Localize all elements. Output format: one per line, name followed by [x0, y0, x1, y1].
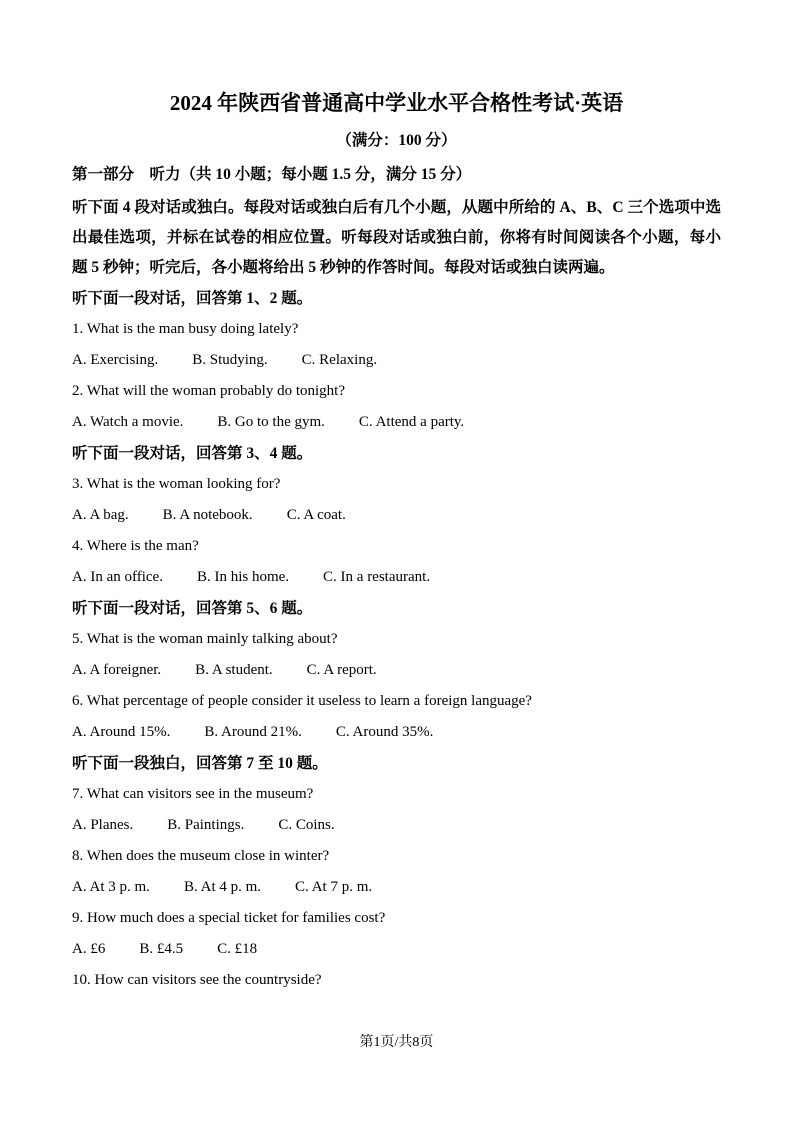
option-item: C. A coat.	[286, 507, 346, 523]
option-item: A. A bag.	[72, 507, 129, 523]
question-text: 10. How can visitors see the countryside?	[72, 972, 322, 988]
page-number-footer: 第1页/共8页	[359, 1035, 434, 1050]
question-text: 8. When does the museum close in winter?	[72, 848, 330, 864]
option-item: A. Watch a movie.	[72, 414, 184, 430]
options-row	[72, 816, 721, 835]
option-item: A. Around 15%.	[72, 724, 171, 740]
option-item: B. At 4 p. m.	[183, 879, 262, 895]
option-item: C. Coins.	[278, 817, 335, 833]
section-heading: 听下面一段对话，回答第 1、2 题。	[72, 290, 313, 307]
options-row	[72, 506, 721, 525]
options-row	[72, 723, 721, 742]
document-title: 2024 年陕西省普通高中学业水平合格性考试·英语	[169, 91, 624, 115]
options-row	[72, 661, 721, 680]
section-heading: 听下面一段独白，回答第 7 至 10 题。	[72, 755, 328, 772]
option-item: B. Around 21%.	[204, 724, 302, 740]
question-text: 9. How much does a special ticket for families cost?	[72, 910, 386, 926]
option-item: B. A notebook.	[162, 507, 253, 523]
options-row	[72, 568, 721, 587]
options-row	[72, 940, 721, 959]
part-one-heading: 第一部分 听力（共 10 小题；每小题 1.5 分，满分 15 分）	[72, 166, 472, 183]
question-text: 2. What will the woman probably do tonight?	[72, 383, 346, 399]
option-item: B. Go to the gym.	[217, 414, 325, 430]
document-body	[72, 289, 721, 990]
option-item: B. £4.5	[139, 941, 184, 957]
option-item: B. Paintings.	[167, 817, 245, 833]
option-item: C. Relaxing.	[301, 352, 378, 368]
question-text: 5. What is the woman mainly talking about?	[72, 631, 338, 647]
option-item: A. Planes.	[72, 817, 134, 833]
option-item: A. £6	[72, 941, 106, 957]
option-item: C. Attend a party.	[358, 414, 465, 430]
option-item: C. A report.	[306, 662, 377, 678]
option-item: A. A foreigner.	[72, 662, 162, 678]
option-item: C. £18	[217, 941, 258, 957]
section-heading: 听下面一段对话，回答第 3、4 题。	[72, 445, 313, 462]
section-heading: 听下面一段对话，回答第 5、6 题。	[72, 600, 313, 617]
document-subtitle: （满分：100 分）	[336, 132, 457, 149]
question-text: 1. What is the man busy doing lately?	[72, 321, 299, 337]
question-text: 4. Where is the man?	[72, 538, 199, 554]
option-item: A. At 3 p. m.	[72, 879, 150, 895]
question-text: 3. What is the woman looking for?	[72, 476, 281, 492]
options-row	[72, 351, 721, 370]
option-item: A. Exercising.	[72, 352, 159, 368]
option-item: C. Around 35%.	[335, 724, 434, 740]
option-item: B. In his home.	[196, 569, 290, 585]
option-item: C. At 7 p. m.	[295, 879, 373, 895]
option-item: C. In a restaurant.	[323, 569, 431, 585]
listening-instructions: 听下面 4 段对话或独白。每段对话或独白后有几个小题，从题中所给的 A、B、C 三个选项中选出最佳选项，并标在试卷的相应位置。听每段对话或独白前，你将有时间阅读各个小题，每小题 5 秒钟；听完后，各小题将给出 5 秒钟的作答时间。每段对话或独白读两遍。	[72, 199, 721, 276]
question-text: 6. What percentage of people consider it useless to learn a foreign language?	[72, 693, 532, 709]
option-item: B. A student.	[195, 662, 273, 678]
question-text: 7. What can visitors see in the museum?	[72, 786, 314, 802]
options-row	[72, 878, 721, 897]
option-item: A. In an office.	[72, 569, 163, 585]
option-item: B. Studying.	[192, 352, 268, 368]
options-row	[72, 413, 721, 432]
